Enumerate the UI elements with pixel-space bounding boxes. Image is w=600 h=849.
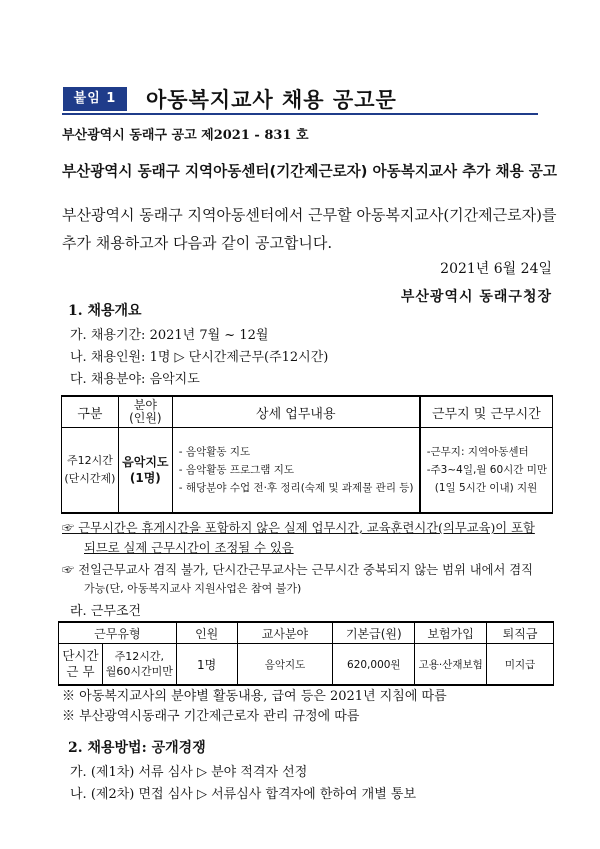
overview-item: 나. 채용인원: 1명 ▷ 단시간제근무(주12시간) — [70, 350, 329, 365]
note-hours: ☞ 근무시간은 휴게시간을 포함하지 않은 실제 업무시간, 교육훈련시간(의무교육)이 포함 — [62, 521, 535, 535]
cell-insurance: 고용·산재보험 — [415, 644, 487, 686]
header-field: 분야 (인원) — [118, 396, 172, 428]
place-item: (1일 5시간 이내) 지원 — [434, 482, 538, 494]
header-teacher-field: 교사분야 — [237, 622, 333, 644]
attachment-badge: 붙임 1 — [63, 87, 127, 111]
work-conditions-title: 라. 근무조건 — [70, 604, 142, 619]
cell-workplace — [420, 428, 553, 514]
overview-item: 다. 채용분야: 음악지도 — [70, 372, 200, 387]
note-dual-job-cont: 가능(단, 아동복지교사 지원사업은 참여 불가) — [84, 582, 302, 595]
type-line-2: (단시간제) — [64, 472, 116, 485]
header-salary: 기본급(원) — [333, 622, 415, 644]
cell-teacher-field: 음악지도 — [237, 644, 333, 686]
footnote-guideline: ※ 아동복지교사의 분야별 활동내용, 급여 등은 2021년 지침에 따름 — [62, 689, 447, 704]
duty-item: - 음악활동 지도 — [178, 446, 251, 458]
notice-date: 2021년 6월 24일 — [440, 261, 552, 277]
method-item: 나. (제2차) 면접 심사 ▷ 서류심사 합격자에 한하여 개별 통보 — [70, 787, 417, 802]
field-line-1: 음악지도 — [122, 455, 169, 469]
intro-line-1: 부산광역시 동래구 지역아동센터에서 근무할 아동복지교사(기간제근로자)를 — [62, 206, 557, 224]
field-line-2: (1명) — [129, 471, 161, 485]
section-2-title: 2. 채용방법: 공개경쟁 — [68, 740, 206, 756]
table-header-row — [62, 396, 553, 428]
cell-field — [118, 428, 172, 514]
header-category: 구분 — [62, 396, 119, 428]
header-duties: 상세 업무내용 — [172, 396, 419, 428]
cell-work-detail: 주12시간, 월60시간미만 — [102, 644, 176, 686]
notice-number: 부산광역시 동래구 공고 제2021 - 831 호 — [62, 128, 309, 143]
title-underline — [62, 113, 538, 115]
notice-headline: 부산광역시 동래구 지역아동센터(기간제근로자) 아동복지교사 추가 채용 공고 — [62, 163, 557, 180]
cell-count: 1명 — [176, 644, 237, 686]
note-hours-cont: 되므로 실제 근무시간이 조정될 수 있음 — [84, 541, 294, 555]
header-work-type: 근무유형 — [59, 622, 177, 644]
type-line-1: 주12시간 — [67, 454, 113, 467]
section-1-title: 1. 채용개요 — [68, 303, 142, 319]
table-row — [59, 644, 554, 686]
table-header-row — [59, 622, 554, 644]
header-workplace: 근무지 및 근무시간 — [420, 396, 553, 428]
place-item: -근무지: 지역아동센터 — [426, 446, 529, 458]
duty-item: - 음악활동 프로그램 지도 — [178, 464, 295, 476]
duty-item: - 해당분야 수업 전·후 정리(숙제 및 과제물 관리 등) — [178, 482, 414, 494]
place-item: -주3~4일,월 60시간 미만 — [426, 464, 548, 476]
page-title: 아동복지교사 채용 공고문 — [146, 88, 397, 112]
intro-line-2: 추가 채용하고자 다음과 같이 공고합니다. — [62, 234, 333, 252]
cell-duties — [172, 428, 419, 514]
cell-salary: 620,000원 — [333, 644, 415, 686]
overview-item: 가. 채용기간: 2021년 7월 ~ 12월 — [70, 328, 269, 343]
recruitment-table — [61, 395, 553, 514]
cell-work-type: 단시간 근 무 — [59, 644, 103, 686]
cell-type — [62, 428, 119, 514]
header-insurance: 보험가입 — [415, 622, 487, 644]
note-dual-job: ☞ 전일근무교사 겸직 불가, 단시간근무교사는 근무시간 중복되지 않는 범위 내에서 겸직 — [62, 563, 534, 577]
header-severance: 퇴직금 — [487, 622, 554, 644]
work-conditions-table — [58, 621, 554, 686]
method-item: 가. (제1차) 서류 심사 ▷ 분야 적격자 선정 — [70, 765, 308, 780]
cell-severance: 미지급 — [487, 644, 554, 686]
header-count: 인원 — [176, 622, 237, 644]
footnote-regulation: ※ 부산광역시동래구 기간제근로자 관리 규정에 따름 — [62, 709, 360, 724]
table-row — [62, 428, 553, 514]
signer: 부산광역시 동래구청장 — [400, 289, 552, 305]
